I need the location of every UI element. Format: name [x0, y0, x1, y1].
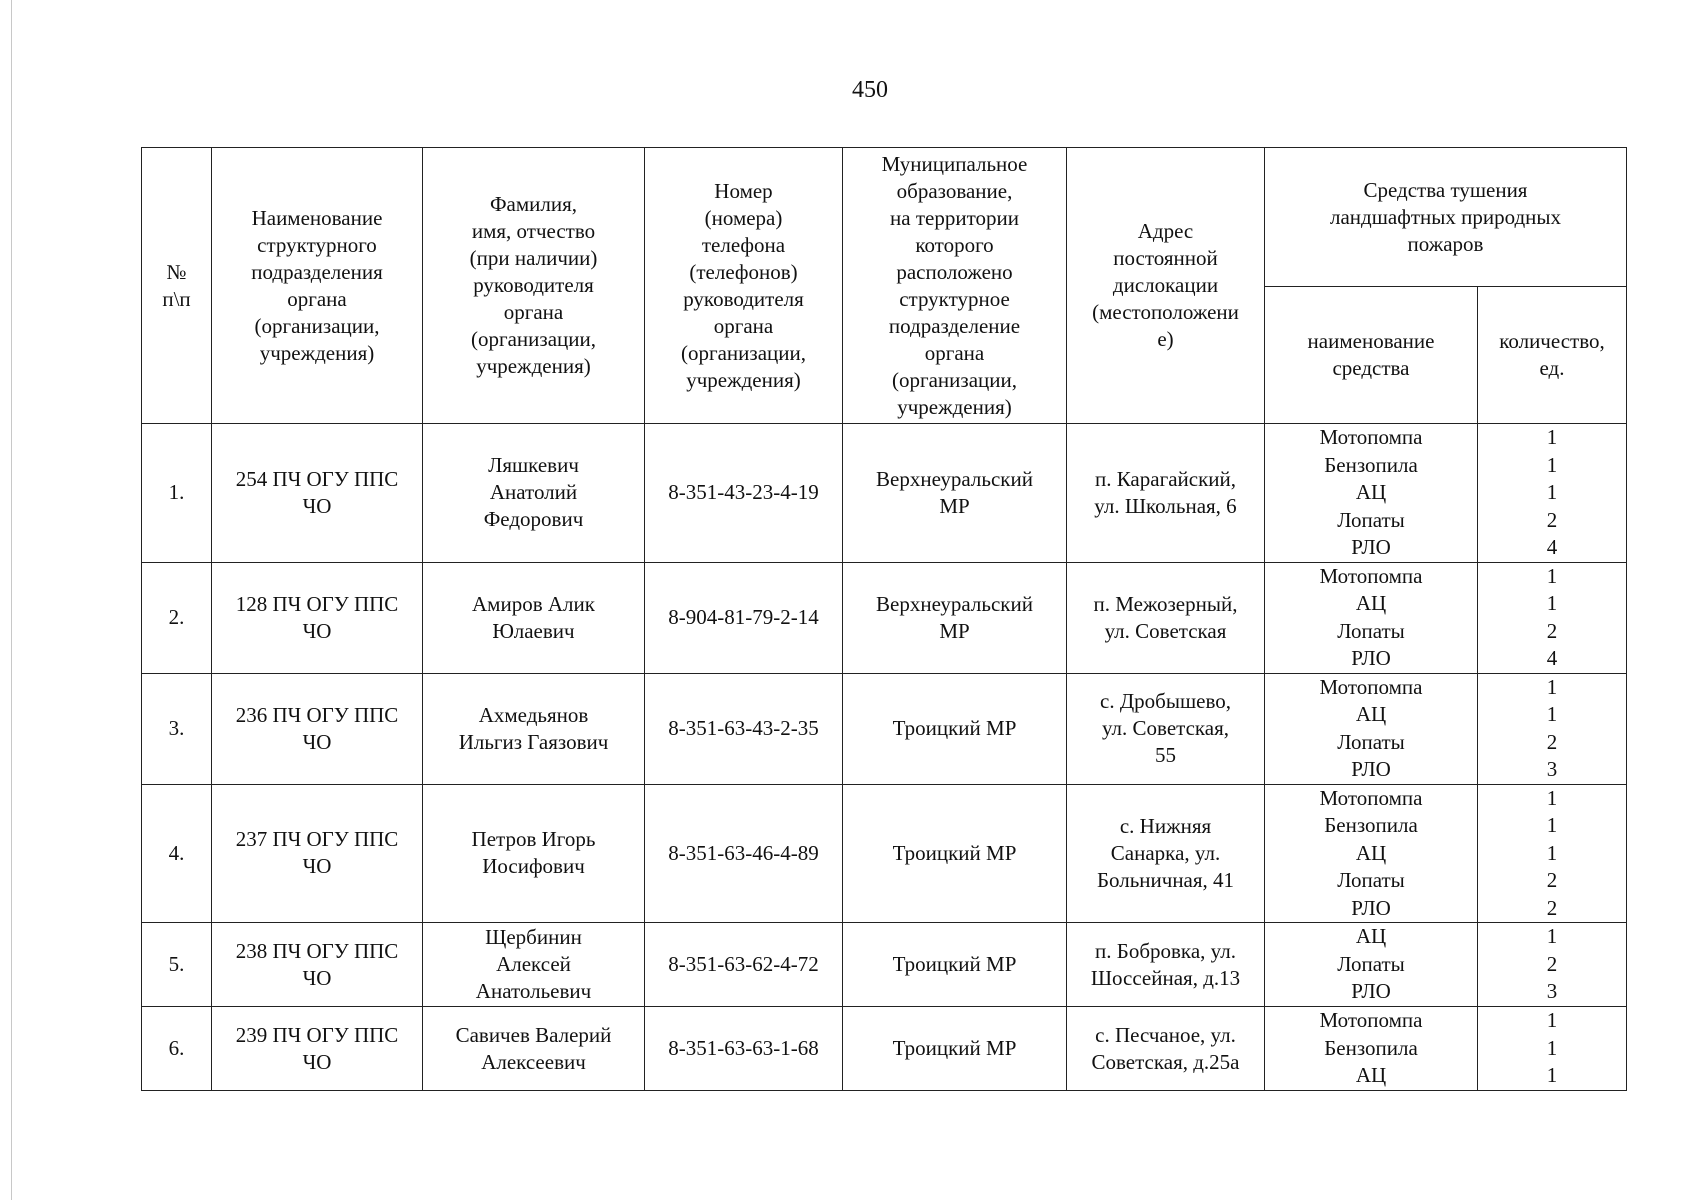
equipment-name-cell [1265, 1007, 1478, 1091]
equipment-qty: 1 [1546, 813, 1558, 837]
equipment-item: Лопаты [1337, 507, 1405, 532]
unit-name-cell: 254 ПЧ ОГУ ППС ЧО [212, 424, 423, 563]
equipment-qty: 1 [1546, 591, 1558, 615]
equipment-item: РЛО [1351, 979, 1391, 1004]
head-name-cell: Амиров Алик Юлаевич [423, 562, 645, 673]
address-cell: с. Нижняя Санарка, ул. Больничная, 41 [1067, 784, 1265, 923]
equipment-item: АЦ [1355, 924, 1387, 949]
equipment-item: Мотопомпа [1319, 425, 1423, 449]
equipment-item: РЛО [1351, 895, 1391, 920]
equipment-qty: 1 [1546, 702, 1558, 726]
header-phone: Номер (номера) телефона (телефонов) руководителя органа (организации, учреждения) [645, 148, 843, 424]
head-name-cell: Савичев Валерий Алексеевич [423, 1007, 645, 1091]
equipment-item: АЦ [1355, 591, 1387, 615]
equipment-name-cell [1265, 673, 1478, 784]
unit-name-cell: 239 ПЧ ОГУ ППС ЧО [212, 1007, 423, 1091]
equipment-qty: 1 [1546, 425, 1558, 449]
row-number: 3. [142, 673, 212, 784]
phone-cell: 8-351-63-43-2-35 [645, 673, 843, 784]
equipment-item: Мотопомпа [1319, 1008, 1423, 1033]
equipment-qty: 2 [1546, 895, 1558, 920]
equipment-qty-cell [1478, 673, 1627, 784]
equipment-qty: 1 [1546, 785, 1558, 810]
table-row [142, 562, 1627, 673]
address-cell: п. Межозерный, ул. Советская [1067, 562, 1265, 673]
equipment-item: АЦ [1355, 480, 1387, 504]
municipality-cell: Верхнеуральский МР [843, 562, 1067, 673]
equipment-qty: 1 [1546, 452, 1558, 477]
header-municipality: Муниципальное образование, на территории которого расположено структурное подразделение органа (организации, учреждения) [843, 148, 1067, 424]
fire-units-table [141, 147, 1627, 1091]
table-row [142, 673, 1627, 784]
header-address: Адрес постоянной дислокации (местоположени е) [1067, 148, 1265, 424]
equipment-qty-cell [1478, 923, 1627, 1007]
equipment-item: РЛО [1351, 757, 1391, 781]
equipment-item: РЛО [1351, 535, 1391, 559]
header-row-top [142, 148, 1627, 287]
head-name-cell: Щербинин Алексей Анатольевич [423, 923, 645, 1007]
head-name-cell: Ляшкевич Анатолий Федорович [423, 424, 645, 563]
municipality-cell: Троицкий МР [843, 784, 1067, 923]
equipment-item: Бензопила [1324, 813, 1418, 837]
equipment-qty: 1 [1546, 840, 1558, 865]
municipality-cell: Троицкий МР [843, 1007, 1067, 1091]
header-equipment-group: Средства тушения ландшафтных природных пожаров [1265, 148, 1627, 287]
address-cell: п. Карагайский, ул. Школьная, 6 [1067, 424, 1265, 563]
equipment-qty: 1 [1546, 674, 1558, 699]
municipality-cell: Троицкий МР [843, 923, 1067, 1007]
equipment-qty: 3 [1546, 979, 1558, 1004]
equipment-qty: 1 [1546, 563, 1558, 588]
row-number: 6. [142, 1007, 212, 1091]
equipment-qty-cell [1478, 1007, 1627, 1091]
equipment-item: Мотопомпа [1319, 674, 1423, 699]
row-number: 4. [142, 784, 212, 923]
equipment-qty: 2 [1546, 729, 1558, 754]
table-row [142, 1007, 1627, 1091]
equipment-item: Лопаты [1337, 729, 1405, 754]
equipment-item: Бензопила [1324, 452, 1418, 477]
equipment-qty-cell [1478, 784, 1627, 923]
equipment-name-cell [1265, 923, 1478, 1007]
equipment-qty: 2 [1546, 868, 1558, 892]
phone-cell: 8-904-81-79-2-14 [645, 562, 843, 673]
table-row [142, 784, 1627, 923]
equipment-item: Лопаты [1337, 868, 1405, 892]
table-row [142, 923, 1627, 1007]
equipment-qty: 1 [1546, 480, 1558, 504]
row-number: 2. [142, 562, 212, 673]
header-unit-name: Наименование структурного подразделения органа (организации, учреждения) [212, 148, 423, 424]
equipment-name-cell [1265, 784, 1478, 923]
phone-cell: 8-351-43-23-4-19 [645, 424, 843, 563]
phone-cell: 8-351-63-46-4-89 [645, 784, 843, 923]
header-num: № п\п [142, 148, 212, 424]
equipment-qty: 1 [1546, 924, 1558, 949]
address-cell: с. Песчаное, ул. Советская, д.25а [1067, 1007, 1265, 1091]
head-name-cell: Ахмедьянов Ильгиз Гаязович [423, 673, 645, 784]
unit-name-cell: 236 ПЧ ОГУ ППС ЧО [212, 673, 423, 784]
address-cell: п. Бобровка, ул. Шоссейная, д.13 [1067, 923, 1265, 1007]
equipment-item: АЦ [1355, 702, 1387, 726]
equipment-qty-cell [1478, 562, 1627, 673]
equipment-qty: 4 [1546, 535, 1558, 559]
unit-name-cell: 128 ПЧ ОГУ ППС ЧО [212, 562, 423, 673]
phone-cell: 8-351-63-62-4-72 [645, 923, 843, 1007]
equipment-qty: 1 [1546, 1063, 1558, 1088]
equipment-qty: 1 [1546, 1035, 1558, 1060]
equipment-qty: 3 [1546, 757, 1558, 781]
header-equipment-qty: количество, ед. [1478, 287, 1627, 424]
table-body [142, 424, 1627, 1091]
equipment-qty: 2 [1546, 618, 1558, 643]
equipment-name-cell [1265, 424, 1478, 563]
unit-name-cell: 237 ПЧ ОГУ ППС ЧО [212, 784, 423, 923]
equipment-item: АЦ [1355, 840, 1387, 865]
equipment-name-cell [1265, 562, 1478, 673]
row-number: 5. [142, 923, 212, 1007]
municipality-cell: Верхнеуральский МР [843, 424, 1067, 563]
equipment-item: РЛО [1351, 646, 1391, 670]
equipment-qty: 1 [1546, 1008, 1558, 1033]
equipment-qty: 4 [1546, 646, 1558, 670]
header-head-name: Фамилия, имя, отчество (при наличии) руководителя органа (организации, учреждения) [423, 148, 645, 424]
municipality-cell: Троицкий МР [843, 673, 1067, 784]
equipment-item: АЦ [1355, 1063, 1387, 1088]
equipment-qty: 2 [1546, 507, 1558, 532]
page-number: 450 [852, 77, 888, 103]
phone-cell: 8-351-63-63-1-68 [645, 1007, 843, 1091]
equipment-qty-cell [1478, 424, 1627, 563]
equipment-item: Бензопила [1324, 1035, 1418, 1060]
row-number: 1. [142, 424, 212, 563]
page-edge-line [11, 0, 12, 1200]
equipment-item: Лопаты [1337, 618, 1405, 643]
equipment-qty: 2 [1546, 951, 1558, 976]
header-equipment-name: наименование средства [1265, 287, 1478, 424]
equipment-item: Мотопомпа [1319, 785, 1423, 810]
address-cell: с. Дробышево, ул. Советская, 55 [1067, 673, 1265, 784]
equipment-item: Мотопомпа [1319, 563, 1423, 588]
equipment-item: Лопаты [1337, 951, 1405, 976]
table-row [142, 424, 1627, 563]
unit-name-cell: 238 ПЧ ОГУ ППС ЧО [212, 923, 423, 1007]
head-name-cell: Петров Игорь Иосифович [423, 784, 645, 923]
